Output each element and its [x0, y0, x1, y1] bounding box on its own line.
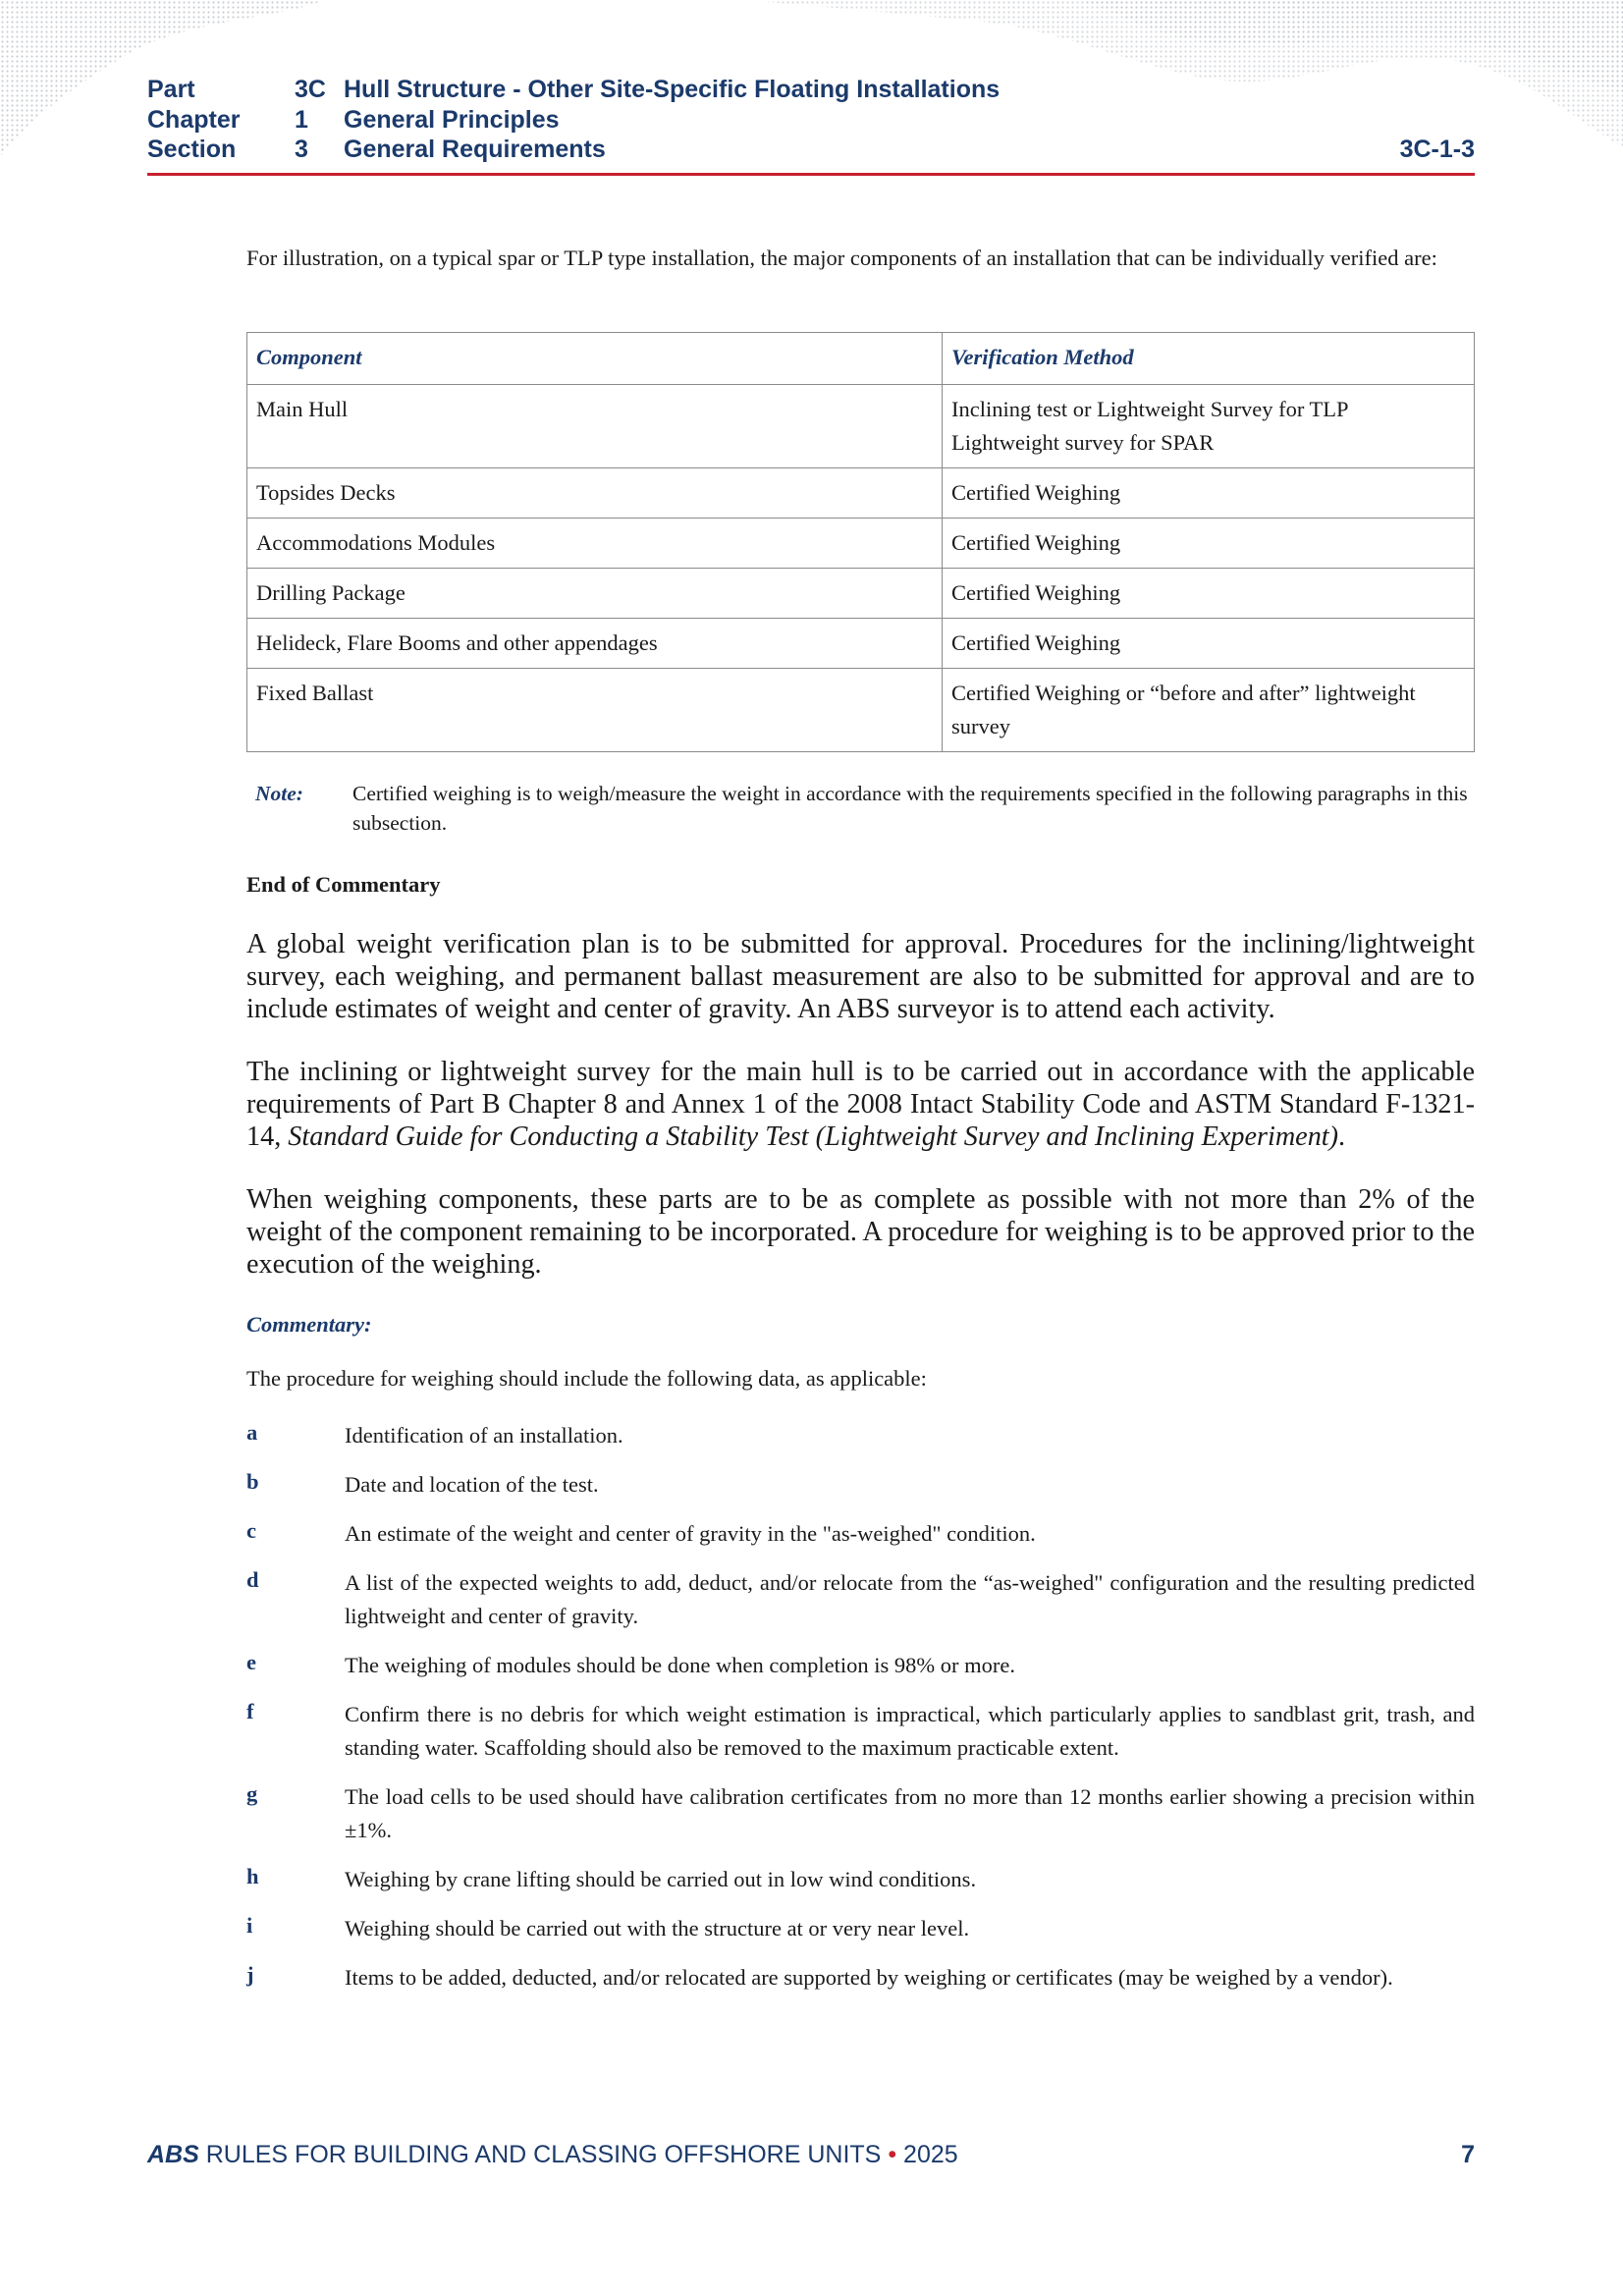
component-cell: Drilling Package — [247, 569, 943, 619]
list-item-text: Weighing by crane lifting should be carried out in low wind conditions. — [345, 1867, 977, 1891]
end-of-commentary-label: End of Commentary — [246, 872, 441, 897]
page-header — [147, 75, 1475, 165]
header-title: General Principles — [344, 105, 560, 134]
header-number: 3C — [295, 76, 326, 103]
footer-publication — [147, 2135, 958, 2174]
header-page-reference: 3C-1-3 — [1399, 136, 1475, 163]
footer-bullet: • — [888, 2141, 897, 2168]
intro-text: For illustration, on a typical spar or TLP type installation, the major components of an installation that can be individually verified are: — [246, 246, 1437, 270]
header-row-part — [147, 75, 1475, 105]
list-item-text: An estimate of the weight and center of gravity in the "as-weighed" condition. — [345, 1521, 1036, 1546]
table-row — [247, 619, 1475, 669]
list-item-text: Confirm there is no debris for which weight estimation is impractical, which particularly applies to sandblast grit, trash, and standing water. Scaffolding should also be removed to the maximum practicable extent. — [345, 1702, 1475, 1760]
component-cell: Topsides Decks — [247, 468, 943, 519]
component-cell: Helideck, Flare Booms and other appendages — [247, 619, 943, 669]
table-header-row — [247, 333, 1475, 385]
verification-table — [246, 332, 1475, 752]
header-label: Part — [147, 76, 195, 103]
list-item-letter: i — [246, 1913, 253, 1938]
component-cell: Fixed Ballast — [247, 669, 943, 752]
weighing-components-paragraph: When weighing components, these parts are to be as complete as possible with not more than 2% of the weight of the component remaining to be incorporated. A procedure for weighing is to be approved prior to the execution of the weighing. — [246, 1184, 1475, 1280]
method-line: Inclining test or Lightweight Survey for TLP — [951, 397, 1349, 421]
list-item-letter: g — [246, 1781, 258, 1806]
page-number: 7 — [1461, 2141, 1475, 2168]
table-row — [247, 385, 1475, 468]
footer-year: 2025 — [903, 2141, 958, 2168]
list-item-text: The load cells to be used should have calibration certificates from no more than 12 months earlier showing a precision within ±1%. — [345, 1784, 1475, 1842]
commentary-label: Commentary: — [246, 1312, 372, 1337]
list-item-letter: j — [246, 1962, 254, 1987]
column-header-verification-method: Verification Method — [943, 333, 1475, 385]
table-row — [247, 669, 1475, 752]
header-title: Hull Structure - Other Site-Specific Floating Installations — [344, 76, 1001, 103]
list-item-text: Items to be added, deducted, and/or relocated are supported by weighing or certificates (may be weighed by a vendor). — [345, 1965, 1393, 1990]
list-item-text: Identification of an installation. — [345, 1423, 623, 1448]
method-line: Lightweight survey for SPAR — [951, 430, 1215, 455]
weight-verification-paragraph: A global weight verification plan is to be submitted for approval. Procedures for the inclining/lightweight survey, each weighing, and permanent ballast measurement are also to be submitted for approval and are to include estimates of weight and center of gravity. An ABS surveyor is to attend each activity. — [246, 929, 1475, 1024]
list-item-text: A list of the expected weights to add, deduct, and/or relocate from the “as-weighed" configuration and the resulting predicted lightweight and center of gravity. — [345, 1570, 1475, 1628]
method-cell: Certified Weighing — [943, 619, 1475, 669]
column-header-component: Component — [247, 333, 943, 385]
inclining-survey-paragraph — [246, 1056, 1475, 1153]
list-item-letter: b — [246, 1469, 259, 1494]
list-item-letter: c — [246, 1518, 256, 1543]
method-cell: Certified Weighing — [943, 569, 1475, 619]
header-label: Chapter — [147, 105, 241, 134]
method-cell: Certified Weighing — [943, 519, 1475, 569]
list-item-text: The weighing of modules should be done when completion is 98% or more. — [345, 1653, 1015, 1677]
component-cell: Main Hull — [247, 385, 943, 468]
header-number: 1 — [295, 105, 308, 134]
footer-title: RULES FOR BUILDING AND CLASSING OFFSHORE UNITS — [205, 2141, 882, 2168]
list-item-letter: f — [246, 1699, 254, 1723]
page-footer — [147, 2135, 1475, 2174]
method-cell: Certified Weighing or “before and after” lightweight survey — [943, 669, 1475, 752]
paragraph-text: The inclining or lightweight survey for the main hull is to be carried out in accordance with the applicable requirements of Part B Chapter 8 and Annex 1 of the 2008 Intact Stability Code and ASTM Standard F-1321-14, — [246, 1057, 1475, 1152]
header-row-chapter — [147, 105, 1475, 136]
list-item-letter: a — [246, 1420, 258, 1445]
paragraph-end: . — [1338, 1121, 1346, 1152]
component-cell: Accommodations Modules — [247, 519, 943, 569]
header-divider — [147, 173, 1475, 176]
table-row — [247, 468, 1475, 519]
note-label: Note: — [255, 782, 303, 805]
table-row — [247, 519, 1475, 569]
header-row-section — [147, 135, 1475, 165]
list-item-letter: h — [246, 1864, 259, 1888]
method-cell — [943, 385, 1475, 468]
header-title: General Requirements — [344, 136, 606, 163]
header-number: 3 — [295, 136, 308, 163]
abs-brand: ABS — [147, 2141, 199, 2168]
list-item-text: Weighing should be carried out with the structure at or very near level. — [345, 1916, 970, 1941]
list-item-text: Date and location of the test. — [345, 1472, 599, 1497]
list-item-letter: e — [246, 1650, 256, 1674]
list-item-letter: d — [246, 1567, 259, 1592]
note-text: Certified weighing is to weigh/measure the weight in accordance with the requirements specified in the following paragraphs in this subsection. — [352, 782, 1468, 835]
standard-guide-title: Standard Guide for Conducting a Stability Test (Lightweight Survey and Inclining Experiment) — [288, 1121, 1339, 1152]
method-cell: Certified Weighing — [943, 468, 1475, 519]
table-row — [247, 569, 1475, 619]
header-label: Section — [147, 136, 237, 163]
procedure-intro: The procedure for weighing should include the following data, as applicable: — [246, 1366, 927, 1391]
